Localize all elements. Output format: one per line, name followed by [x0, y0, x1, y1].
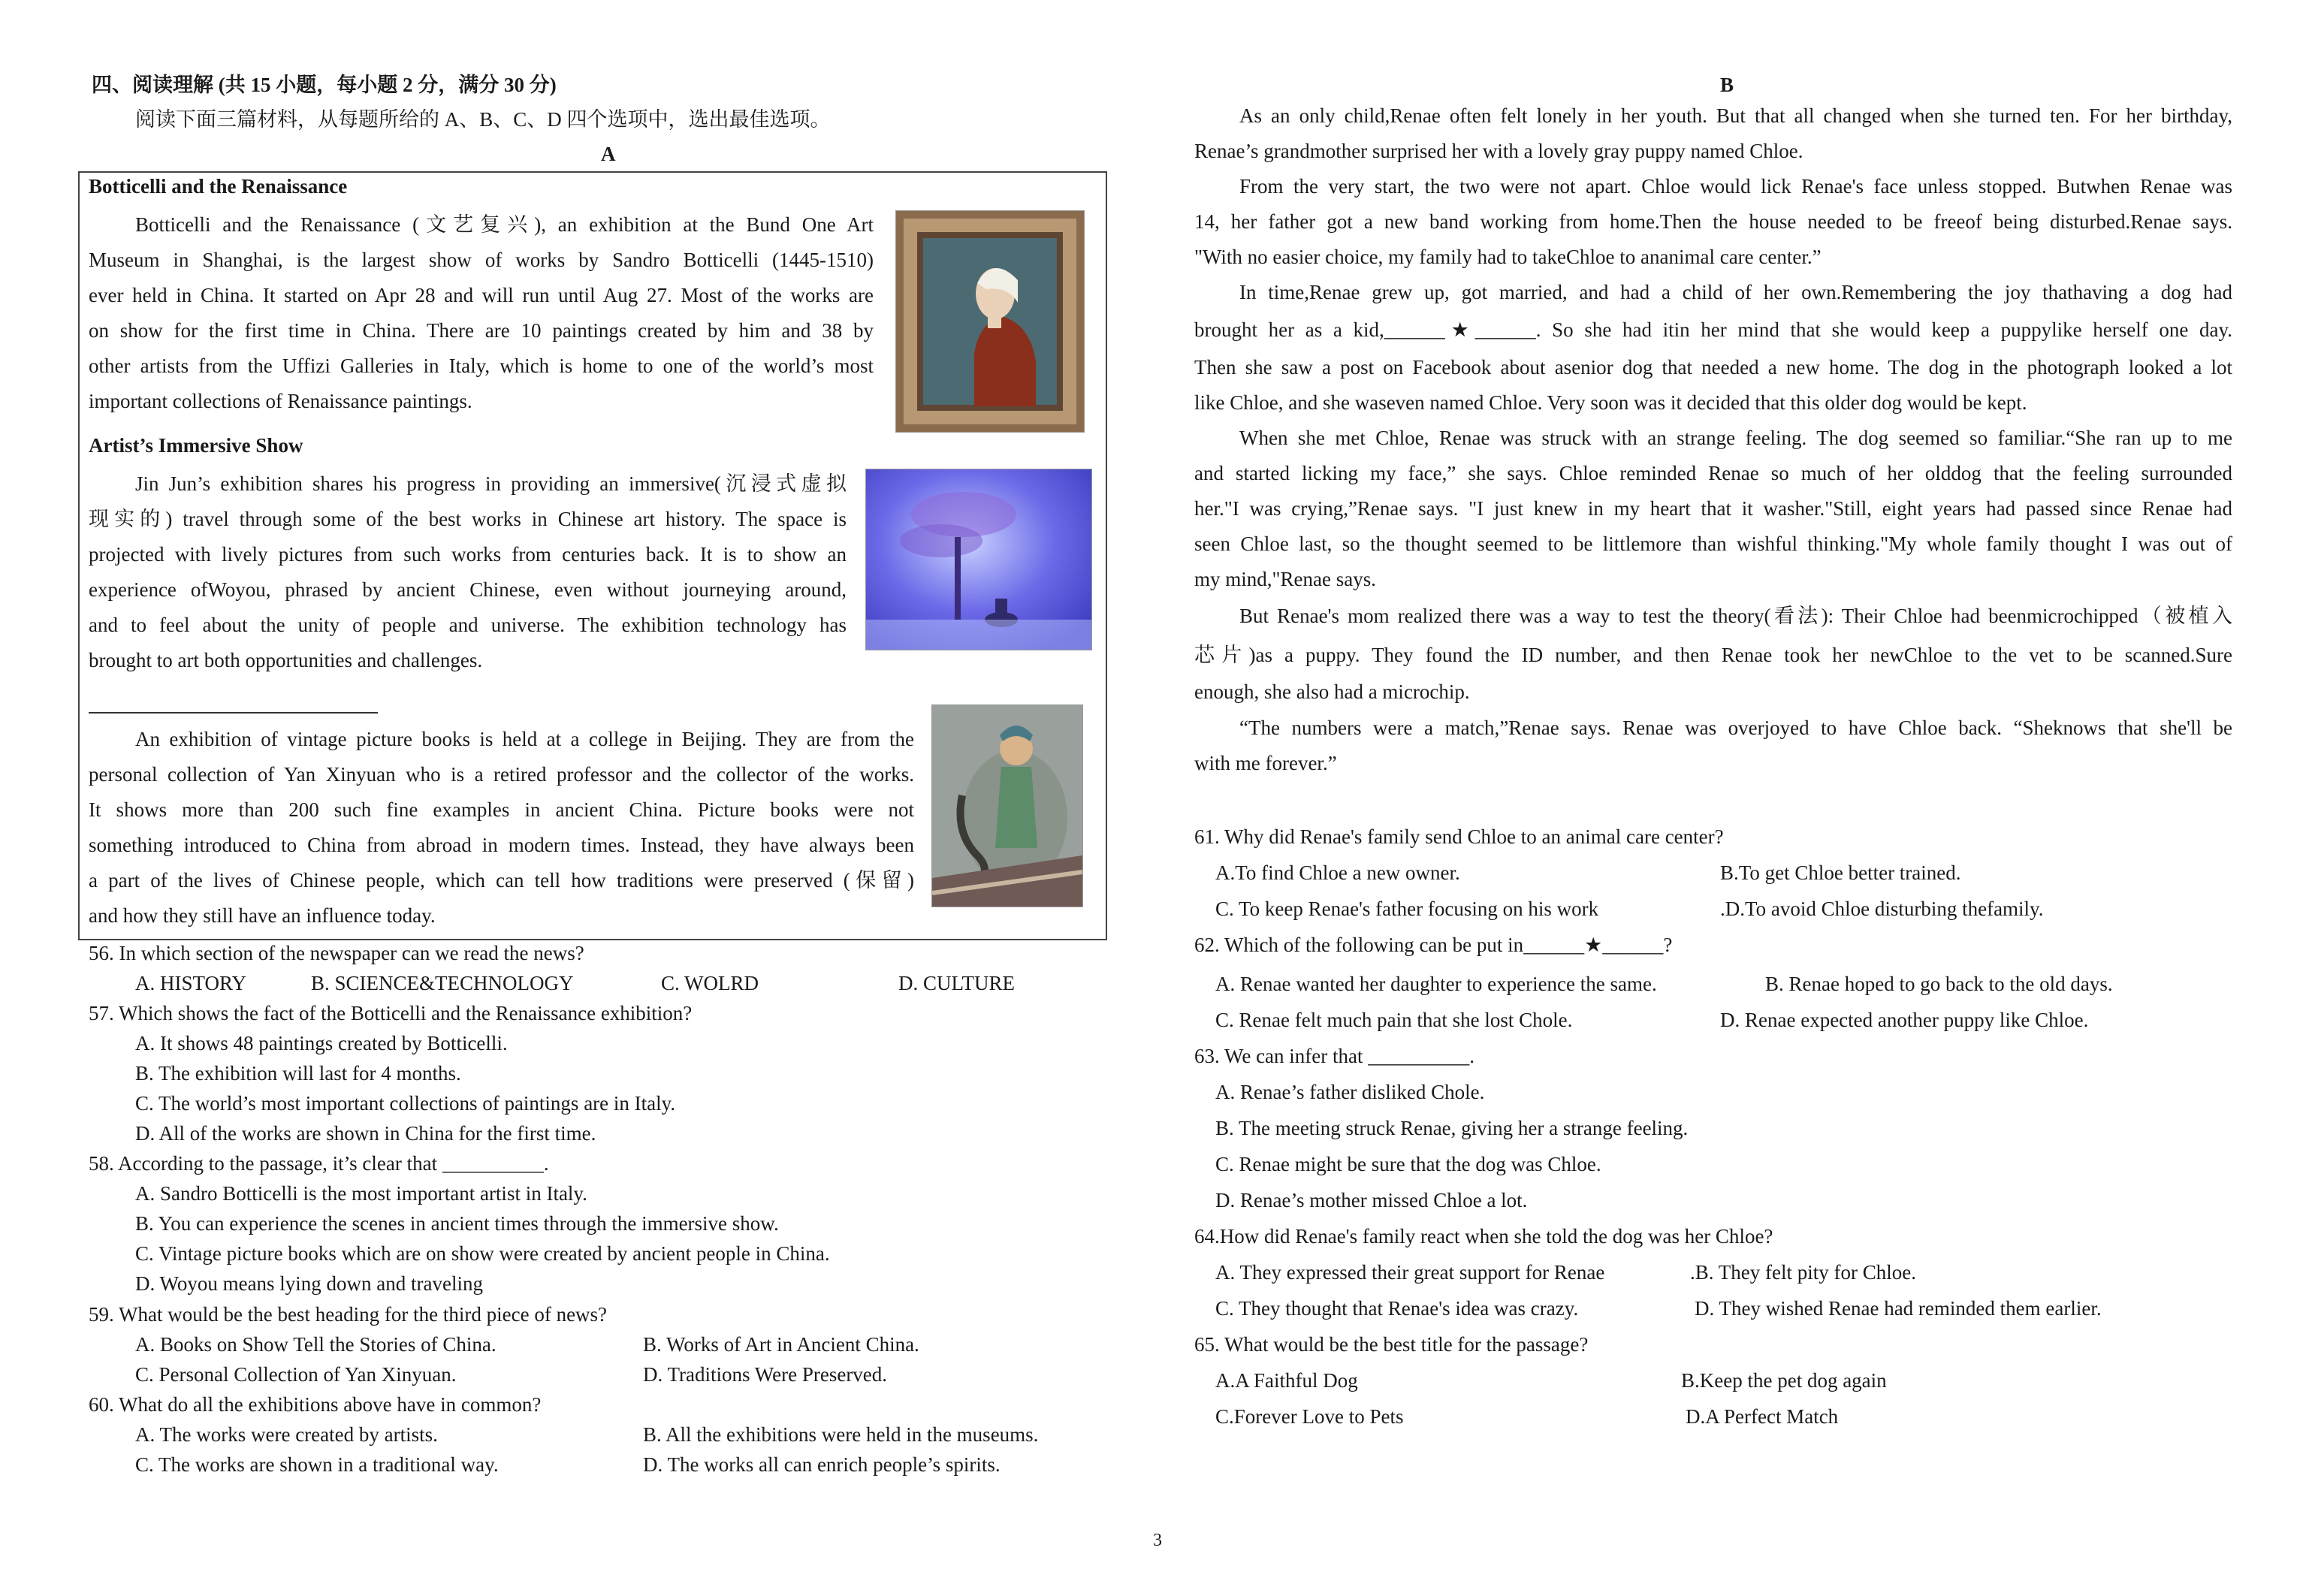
option: B. All the exhibitions were held in the museums.	[643, 1423, 1039, 1446]
passage-a-label: A	[601, 143, 616, 165]
passage-b-line: my mind,"Renae says.	[1194, 568, 1376, 590]
section-instruction: 阅读下面三篇材料，从每题所给的 A、B、C、D 四个选项中，选出最佳选项。	[135, 108, 831, 131]
news3-line: something introduced to China from abroad in modern times. Instead, they have always been	[89, 834, 914, 856]
option: A. HISTORY	[135, 972, 247, 994]
news3-line: An exhibition of vintage picture books is held at a college in Beijing. They are from the	[135, 728, 914, 750]
passage-b-line: When she met Chloe, Renae was struck with an strange feeling. The dog seemed so familiar.“She ran up to me	[1239, 427, 2232, 449]
question-62: 62. Which of the following can be put in______★______?	[1194, 934, 1673, 956]
option: B. The exhibition will last for 4 months.	[135, 1062, 461, 1085]
option: B. The meeting struck Renae, giving her a strange feeling.	[1215, 1117, 1689, 1139]
news-divider	[89, 712, 378, 714]
option: A. It shows 48 paintings created by Botticelli.	[135, 1032, 508, 1054]
option: B. Works of Art in Ancient China.	[643, 1333, 919, 1356]
question-59: 59. What would be the best heading for the third piece of news?	[89, 1303, 608, 1326]
left-column	[0, 0, 1142, 1596]
passage-b-label: B	[1720, 74, 1734, 96]
option: C. The world’s most important collections of paintings are in Italy.	[135, 1092, 676, 1115]
option: A. Renae wanted her daughter to experience the same.	[1215, 973, 1657, 995]
passage-b-line: 14, her father got a new band working from home.Then the house needed to be freeof being disturbed.Renae says.	[1194, 210, 2232, 233]
passage-b-line: her."I was crying,”Renae says. "I just knew in my heart that it washer."Still, eight years had passed since Renae had	[1194, 497, 2232, 520]
option: .B. They felt pity for Chloe.	[1690, 1261, 1916, 1284]
news1-line: important collections of Renaissance paintings.	[89, 390, 472, 412]
news1-line: on show for the first time in China. There are 10 paintings created by him and 38 by	[89, 319, 874, 342]
option: D. CULTURE	[898, 972, 1016, 994]
news2-line: and to feel about the unity of people and universe. The exhibition technology has	[89, 614, 847, 636]
option: A. They expressed their great support for Renae	[1215, 1261, 1605, 1284]
option: B. SCIENCE&TECHNOLOGY	[311, 972, 574, 994]
question-58: 58. According to the passage, it’s clear that __________.	[89, 1152, 549, 1175]
immersive-show-image	[865, 469, 1092, 650]
option: C. WOLRD	[661, 972, 759, 994]
news1-line: Museum in Shanghai, is the largest show of works by Sandro Botticelli (1445-1510)	[89, 249, 874, 271]
option: B.To get Chloe better trained.	[1720, 861, 1961, 884]
option: B.Keep the pet dog again	[1681, 1369, 1887, 1392]
option: C. They thought that Renae's idea was crazy.	[1215, 1297, 1579, 1320]
news3-line: It shows more than 200 such fine examples in ancient China. Picture books were not	[89, 798, 914, 821]
news2-line: brought to art both opportunities and challenges.	[89, 649, 483, 671]
question-56: 56. In which section of the newspaper can we read the news?	[89, 942, 584, 964]
option: C. Renae might be sure that the dog was Chloe.	[1215, 1153, 1601, 1175]
news2-line: 现实的) travel through some of the best works in Chinese art history. The space is	[89, 508, 847, 530]
option: D.A Perfect Match	[1686, 1405, 1839, 1428]
news1-line: other artists from the Uffizi Galleries in Italy, which is home to one of the world’s most	[89, 354, 874, 377]
option: A.To find Chloe a new owner.	[1215, 861, 1460, 884]
option: B. Renae hoped to go back to the old days.	[1765, 973, 2113, 995]
option: D. All of the works are shown in China for the first time.	[135, 1122, 596, 1145]
passage-b-line: “The numbers were a match,”Renae says. Renae was overjoyed to have Chloe back. “Sheknows that she'll be	[1239, 717, 2232, 739]
option: A. The works were created by artists.	[135, 1423, 438, 1446]
news2-line: Jin Jun’s exhibition shares his progress in providing an immersive(沉浸式虚拟	[135, 472, 847, 495]
option: D. Woyou means lying down and traveling	[135, 1272, 484, 1295]
option: C. To keep Renae's father focusing on his work	[1215, 898, 1599, 920]
option: D. They wished Renae had reminded them earlier.	[1695, 1297, 2102, 1320]
passage-b-line: 芯片)as a puppy. They found the ID number, and then Renae took her newChloe to the vet to be scanned.Sure	[1194, 644, 2232, 666]
news3-line: and how they still have an influence today.	[89, 904, 436, 927]
news2-line: experience ofWoyou, phrased by ancient Chinese, even without journeying around,	[89, 578, 847, 601]
passage-b-line: enough, she also had a microchip.	[1194, 680, 1470, 703]
passage-b-line: brought her as a kid,______★______. So she had itin her mind that she would keep a puppylike herself one day.	[1194, 318, 2232, 341]
option: D. Traditions Were Preserved.	[643, 1363, 888, 1386]
passage-b-line: with me forever.”	[1194, 752, 1337, 774]
question-60: 60. What do all the exhibitions above have in common?	[89, 1393, 542, 1416]
option: D. Renae expected another puppy like Chloe.	[1720, 1009, 2089, 1031]
question-65: 65. What would be the best title for the passage?	[1194, 1333, 1589, 1356]
news2-title: Artist’s Immersive Show	[89, 434, 303, 457]
passage-b-line: "With no easier choice, my family had to takeChloe to ananimal care center.”	[1194, 246, 1822, 268]
passage-b-line: Renae’s grandmother surprised her with a lovely gray puppy named Chloe.	[1194, 140, 1803, 162]
question-63: 63. We can infer that __________.	[1194, 1045, 1474, 1067]
option: D. The works all can enrich people’s spirits.	[643, 1453, 1001, 1476]
option: A. Renae’s father disliked Chole.	[1215, 1081, 1485, 1103]
question-61: 61. Why did Renae's family send Chloe to an animal care center?	[1194, 825, 1724, 848]
botticelli-portrait-image	[895, 210, 1085, 433]
option: C. The works are shown in a traditional way.	[135, 1453, 499, 1476]
option: C. Personal Collection of Yan Xinyuan.	[135, 1363, 457, 1386]
passage-b-line: In time,Renae grew up, got married, and had a child of her own.Remembering the joy thathaving a dog had	[1239, 281, 2232, 303]
option: .D.To avoid Chloe disturbing thefamily.	[1720, 898, 2044, 920]
passage-b-line: seen Chloe last, so the thought seemed to be littlemore than wishful thinking."My whole family thought I was out of	[1194, 533, 2232, 555]
news1-line: Botticelli and the Renaissance (文艺复兴), an exhibition at the Bund One Art	[135, 213, 874, 236]
passage-b-line: and started licking my face,” she says. Chloe reminded Renae so much of her olddog that the feeling surrounded	[1194, 462, 2232, 484]
option: A. Sandro Botticelli is the most important artist in Italy.	[135, 1182, 587, 1205]
option: A. Books on Show Tell the Stories of China.	[135, 1333, 497, 1356]
option: C. Vintage picture books which are on show were created by ancient people in China.	[135, 1242, 830, 1265]
question-64: 64.How did Renae's family react when she told the dog was her Chloe?	[1194, 1225, 1773, 1248]
news1-line: ever held in China. It started on Apr 28 and will run until Aug 27. Most of the works are	[89, 284, 874, 306]
news2-line: projected with lively pictures from such works from centuries back. It is to show an	[89, 543, 847, 566]
news3-line: personal collection of Yan Xinyuan who is a retired professor and the collector of the works.	[89, 763, 914, 786]
passage-b-line: Then she saw a post on Facebook about asenior dog that needed a new home. The dog in the photograph looked a lot	[1194, 356, 2232, 379]
section-heading: 四、阅读理解 (共 15 小题，每小题 2 分，满分 30 分)	[92, 74, 557, 96]
option: C. Renae felt much pain that she lost Chole.	[1215, 1009, 1573, 1031]
news3-line: a part of the lives of Chinese people, which can tell how traditions were preserved (保留)	[89, 869, 914, 892]
page-number: 3	[1153, 1531, 1162, 1550]
question-57: 57. Which shows the fact of the Botticelli and the Renaissance exhibition?	[89, 1002, 693, 1024]
option: A.A Faithful Dog	[1215, 1369, 1358, 1392]
option: D. Renae’s mother missed Chloe a lot.	[1215, 1189, 1528, 1211]
passage-b-line: like Chloe, and she waseven named Chloe. Very soon was it decided that this older dog would be kept.	[1194, 391, 2027, 414]
option: C.Forever Love to Pets	[1215, 1405, 1404, 1428]
picture-book-image	[931, 704, 1083, 907]
passage-b-line: As an only child,Renae often felt lonely in her youth. But that all changed when she turned ten. For her birthday,	[1239, 104, 2232, 127]
passage-b-line: From the very start, the two were not apart. Chloe would lick Renae's face unless stopped. Butwhen Renae was	[1239, 175, 2232, 198]
right-column	[1194, 0, 2261, 1596]
news1-title: Botticelli and the Renaissance	[89, 175, 348, 198]
passage-b-line: But Renae's mom realized there was a way to test the theory(看法): Their Chloe had beenmicrochipped（被植入	[1239, 605, 2232, 627]
option: B. You can experience the scenes in ancient times through the immersive show.	[135, 1212, 779, 1235]
